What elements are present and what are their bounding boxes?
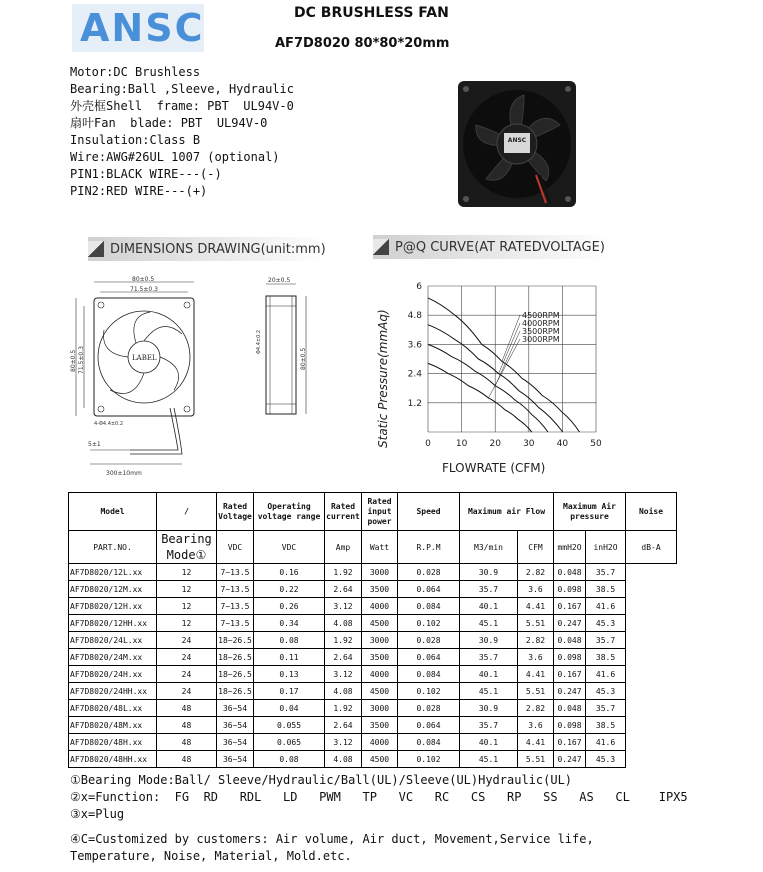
value-cell: 4.08 — [325, 683, 362, 700]
header-model: Model — [69, 493, 157, 531]
header-speed: Speed — [398, 493, 460, 531]
value-cell: 4.41 — [518, 598, 554, 615]
model-cell: AF7D8020/24H.xx — [69, 666, 157, 683]
unit-cell: VDC — [254, 531, 325, 564]
dim-hole: Φ4.4±0.2 — [256, 329, 262, 354]
value-cell: 45.3 — [586, 751, 626, 768]
model-cell: AF7D8020/12HH.xx — [69, 615, 157, 632]
value-cell: 3000 — [362, 564, 398, 581]
value-cell: 4000 — [362, 666, 398, 683]
value-cell: 4.08 — [325, 751, 362, 768]
value-cell: 24 — [157, 683, 217, 700]
model-cell: AF7D8020/48HH.xx — [69, 751, 157, 768]
value-cell: 36~54 — [217, 751, 254, 768]
value-cell: 45.1 — [460, 683, 518, 700]
value-cell: 7~13.5 — [217, 598, 254, 615]
value-cell: 3000 — [362, 632, 398, 649]
value-cell: 45.1 — [460, 615, 518, 632]
unit-cell: R.P.M — [398, 531, 460, 564]
value-cell: 36~54 — [217, 700, 254, 717]
value-cell: 0.167 — [554, 666, 586, 683]
value-cell: 35.7 — [586, 700, 626, 717]
unit-cell: CFM — [518, 531, 554, 564]
value-cell: 1.92 — [325, 700, 362, 717]
table-row — [69, 581, 677, 598]
dim-side-height: 80±0.5 — [300, 347, 307, 370]
x-tick-label: 30 — [523, 439, 535, 449]
fan-photo — [450, 75, 580, 215]
x-tick-label: 20 — [489, 439, 501, 449]
value-cell: 0.102 — [398, 751, 460, 768]
value-cell: 24 — [157, 632, 217, 649]
spec-line: 扇叶Fan blade: PBT UL94V-0 — [70, 116, 268, 130]
value-cell: 24 — [157, 666, 217, 683]
model-dimensions: AF7D8020 80*80*20mm — [275, 36, 450, 51]
header-rated-power: Rated input power — [362, 493, 398, 531]
value-cell: 48 — [157, 751, 217, 768]
value-cell: 35.7 — [460, 581, 518, 598]
corner-marker-icon — [373, 239, 389, 255]
model-cell: AF7D8020/48H.xx — [69, 734, 157, 751]
value-cell: 0.084 — [398, 666, 460, 683]
dim-width-outer: 80±0.5 — [132, 276, 155, 283]
x-tick-label: 50 — [590, 439, 602, 449]
table-row — [69, 649, 677, 666]
value-cell: 3500 — [362, 581, 398, 598]
y-tick-label: 3.6 — [407, 340, 422, 351]
value-cell: 5.51 — [518, 615, 554, 632]
spec-line: Insulation:Class B — [70, 133, 201, 147]
value-cell: 5.51 — [518, 683, 554, 700]
model-cell: AF7D8020/48M.xx — [69, 717, 157, 734]
mount-hole — [463, 86, 469, 92]
dim-height-outer: 80±0.5 — [70, 349, 77, 372]
value-cell: 0.11 — [254, 649, 325, 666]
y-tick-label: 6 — [416, 282, 422, 292]
pq-heading — [373, 235, 611, 259]
table-row — [69, 632, 677, 649]
value-cell: 0.084 — [398, 598, 460, 615]
value-cell: 0.028 — [398, 700, 460, 717]
value-cell: 3.12 — [325, 734, 362, 751]
table-row — [69, 564, 677, 581]
table-row — [69, 717, 677, 734]
value-cell: 2.82 — [518, 700, 554, 717]
value-cell: 18~26.5 — [217, 683, 254, 700]
value-cell: 30.9 — [460, 632, 518, 649]
table-row — [69, 700, 677, 717]
table-row — [69, 666, 677, 683]
value-cell: 38.5 — [586, 649, 626, 666]
spec-line: PIN1:BLACK WIRE---(-) — [70, 167, 222, 181]
value-cell: 0.247 — [554, 615, 586, 632]
value-cell: 0.064 — [398, 717, 460, 734]
header-rated-current: Rated current — [325, 493, 362, 531]
value-cell: 30.9 — [460, 564, 518, 581]
value-cell: 30.9 — [460, 700, 518, 717]
value-cell: 0.048 — [554, 632, 586, 649]
spec-line: 外壳框Shell frame: PBT UL94V-0 — [70, 99, 294, 113]
model-cell: AF7D8020/24L.xx — [69, 632, 157, 649]
value-cell: 0.247 — [554, 751, 586, 768]
table-row — [69, 751, 677, 768]
header-slash: / — [157, 493, 217, 531]
value-cell: 3.6 — [518, 717, 554, 734]
model-cell: AF7D8020/12L.xx — [69, 564, 157, 581]
value-cell: 0.17 — [254, 683, 325, 700]
bearing-mode-cell: Bearing Mode① — [157, 531, 217, 564]
table-row — [69, 683, 677, 700]
value-cell: 0.247 — [554, 683, 586, 700]
header-air-pressure: Maximum Air pressure — [554, 493, 626, 531]
legend-label: 3500RPM — [522, 327, 560, 336]
unit-cell: Amp — [325, 531, 362, 564]
value-cell: 0.084 — [398, 734, 460, 751]
value-cell: 0.055 — [254, 717, 325, 734]
note-line: ①Bearing Mode:Ball/ Sleeve/Hydraulic/Ball(UL)/Sleeve(UL)Hydraulic(UL) — [70, 773, 573, 787]
value-cell: 12 — [157, 564, 217, 581]
legend-leader — [502, 315, 520, 361]
note-line: Temperature, Noise, Material, Mold.etc. — [70, 849, 352, 863]
value-cell: 12 — [157, 598, 217, 615]
value-cell: 1.92 — [325, 632, 362, 649]
mount-hole — [565, 196, 571, 202]
value-cell: 35.7 — [586, 632, 626, 649]
dim-thickness: 20±0.5 — [268, 277, 291, 284]
header-air-flow: Maximum air Flow — [460, 493, 554, 531]
value-cell: 48 — [157, 700, 217, 717]
dim-width-inner: 71.5±0.3 — [130, 286, 158, 293]
value-cell: 0.048 — [554, 700, 586, 717]
value-cell: 7~13.5 — [217, 581, 254, 598]
value-cell: 41.6 — [586, 734, 626, 751]
table-row — [69, 615, 677, 632]
value-cell: 2.64 — [325, 581, 362, 598]
value-cell: 45.3 — [586, 683, 626, 700]
value-cell: 3.12 — [325, 666, 362, 683]
model-cell: AF7D8020/24HH.xx — [69, 683, 157, 700]
value-cell: 5.51 — [518, 751, 554, 768]
dim-hole-bottom: 4-Φ4.4±0.2 — [94, 421, 124, 427]
x-tick-label: 40 — [556, 439, 569, 449]
value-cell: 4500 — [362, 683, 398, 700]
value-cell: 1.92 — [325, 564, 362, 581]
value-cell: 0.098 — [554, 649, 586, 666]
brand-logo — [72, 4, 204, 52]
value-cell: 3.6 — [518, 581, 554, 598]
value-cell: 2.64 — [325, 649, 362, 666]
spec-line: Bearing:Ball ,Sleeve, Hydraulic — [70, 82, 294, 96]
legend-label: 3000RPM — [522, 335, 560, 344]
dim-height-inner: 71.5±0.3 — [78, 346, 85, 374]
corner-marker-icon — [88, 241, 104, 257]
header-operating-range: Operating voltage range — [254, 493, 325, 531]
spec-line: Motor:DC Brushless — [70, 65, 201, 79]
value-cell: 0.098 — [554, 717, 586, 734]
note-line: ②x=Function: FG RD RDL LD PWM TP VC RC CS RP SS AS CL IPX5 — [70, 790, 688, 804]
dimension-drawing — [70, 272, 350, 482]
value-cell: 41.6 — [586, 598, 626, 615]
value-cell: 18~26.5 — [217, 632, 254, 649]
document-title: DC BRUSHLESS FAN — [294, 5, 449, 21]
value-cell: 0.22 — [254, 581, 325, 598]
value-cell: 3500 — [362, 649, 398, 666]
value-cell: 2.64 — [325, 717, 362, 734]
value-cell: 0.102 — [398, 683, 460, 700]
pq-heading-text: P@Q CURVE(AT RATEDVOLTAGE) — [395, 239, 605, 255]
product-label-text: ANSC — [507, 137, 527, 144]
y-tick-label: 1.2 — [407, 398, 422, 409]
value-cell: 4500 — [362, 615, 398, 632]
value-cell: 18~26.5 — [217, 649, 254, 666]
value-cell: 0.064 — [398, 581, 460, 598]
table-row — [69, 734, 677, 751]
header-rated-voltage: Rated Voltage — [217, 493, 254, 531]
value-cell: 7~13.5 — [217, 564, 254, 581]
value-cell: 7~13.5 — [217, 615, 254, 632]
model-cell: AF7D8020/12H.xx — [69, 598, 157, 615]
chart-xlabel: FLOWRATE (CFM) — [442, 461, 546, 475]
value-cell: 35.7 — [586, 564, 626, 581]
value-cell: 48 — [157, 734, 217, 751]
value-cell: 38.5 — [586, 581, 626, 598]
value-cell: 0.167 — [554, 598, 586, 615]
value-cell: 0.167 — [554, 734, 586, 751]
value-cell: 40.1 — [460, 734, 518, 751]
dimensions-heading-text: DIMENSIONS DRAWING(unit:mm) — [110, 241, 326, 257]
value-cell: 36~54 — [217, 717, 254, 734]
value-cell: 4500 — [362, 751, 398, 768]
value-cell: 4000 — [362, 598, 398, 615]
table-row — [69, 598, 677, 615]
mount-hole — [565, 86, 571, 92]
x-tick-label: 0 — [425, 439, 431, 449]
value-cell: 48 — [157, 717, 217, 734]
value-cell: 0.08 — [254, 751, 325, 768]
value-cell: 0.064 — [398, 649, 460, 666]
value-cell: 0.04 — [254, 700, 325, 717]
value-cell: 38.5 — [586, 717, 626, 734]
unit-cell: dB-A — [626, 531, 677, 564]
unit-cell: PART.NO. — [69, 531, 157, 564]
value-cell: 36~54 — [217, 734, 254, 751]
value-cell: 2.82 — [518, 632, 554, 649]
value-cell: 0.048 — [554, 564, 586, 581]
chart-ylabel: Static Pressure(mmAq) — [376, 309, 390, 448]
value-cell: 35.7 — [460, 717, 518, 734]
dimensions-heading — [88, 237, 328, 261]
pq-curve-chart — [370, 272, 610, 482]
spec-list — [70, 64, 294, 200]
value-cell: 0.028 — [398, 564, 460, 581]
unit-cell: mmH2O — [554, 531, 586, 564]
unit-cell: inH2O — [586, 531, 626, 564]
y-tick-label: 2.4 — [407, 369, 422, 380]
drawing-label: LABEL — [132, 354, 157, 362]
value-cell: 40.1 — [460, 598, 518, 615]
value-cell: 35.7 — [460, 649, 518, 666]
value-cell: 2.82 — [518, 564, 554, 581]
y-tick-label: 4.8 — [407, 311, 422, 322]
dim-wire-length: 300±10mm — [106, 470, 142, 477]
value-cell: 0.028 — [398, 632, 460, 649]
legend-label: 4500RPM — [522, 311, 560, 320]
value-cell: 3.12 — [325, 598, 362, 615]
model-cell: AF7D8020/12M.xx — [69, 581, 157, 598]
dim-wire-strip: 5±1 — [88, 441, 101, 448]
legend-label: 4000RPM — [522, 319, 560, 328]
value-cell: 0.08 — [254, 632, 325, 649]
value-cell: 12 — [157, 615, 217, 632]
note-line: ④C=Customized by customers: Air volume, Air duct, Movement,Service life, — [70, 832, 594, 846]
mount-hole — [463, 196, 469, 202]
value-cell: 0.34 — [254, 615, 325, 632]
value-cell: 3000 — [362, 700, 398, 717]
unit-cell: Watt — [362, 531, 398, 564]
unit-cell: M3/min — [460, 531, 518, 564]
x-tick-label: 10 — [455, 439, 468, 449]
unit-cell: VDC — [217, 531, 254, 564]
logo-text: ANSC — [80, 6, 205, 50]
value-cell: 3500 — [362, 717, 398, 734]
value-cell: 3.6 — [518, 649, 554, 666]
value-cell: 4.41 — [518, 734, 554, 751]
spec-line: Wire:AWG#26UL 1007 (optional) — [70, 150, 280, 164]
value-cell: 40.1 — [460, 666, 518, 683]
value-cell: 41.6 — [586, 666, 626, 683]
note-line: ③x=Plug — [70, 807, 125, 821]
value-cell: 0.16 — [254, 564, 325, 581]
value-cell: 0.102 — [398, 615, 460, 632]
series-line-3500rpm — [428, 344, 548, 432]
model-cell: AF7D8020/24M.xx — [69, 649, 157, 666]
header-noise: Noise — [626, 493, 677, 531]
value-cell: 4000 — [362, 734, 398, 751]
notes — [70, 772, 688, 865]
value-cell: 0.26 — [254, 598, 325, 615]
value-cell: 0.098 — [554, 581, 586, 598]
value-cell: 0.065 — [254, 734, 325, 751]
spec-table — [68, 492, 677, 768]
value-cell: 12 — [157, 581, 217, 598]
value-cell: 4.41 — [518, 666, 554, 683]
value-cell: 4.08 — [325, 615, 362, 632]
value-cell: 18~26.5 — [217, 666, 254, 683]
value-cell: 45.3 — [586, 615, 626, 632]
value-cell: 0.13 — [254, 666, 325, 683]
value-cell: 45.1 — [460, 751, 518, 768]
spec-line: PIN2:RED WIRE---(+) — [70, 184, 208, 198]
model-cell: AF7D8020/48L.xx — [69, 700, 157, 717]
value-cell: 24 — [157, 649, 217, 666]
